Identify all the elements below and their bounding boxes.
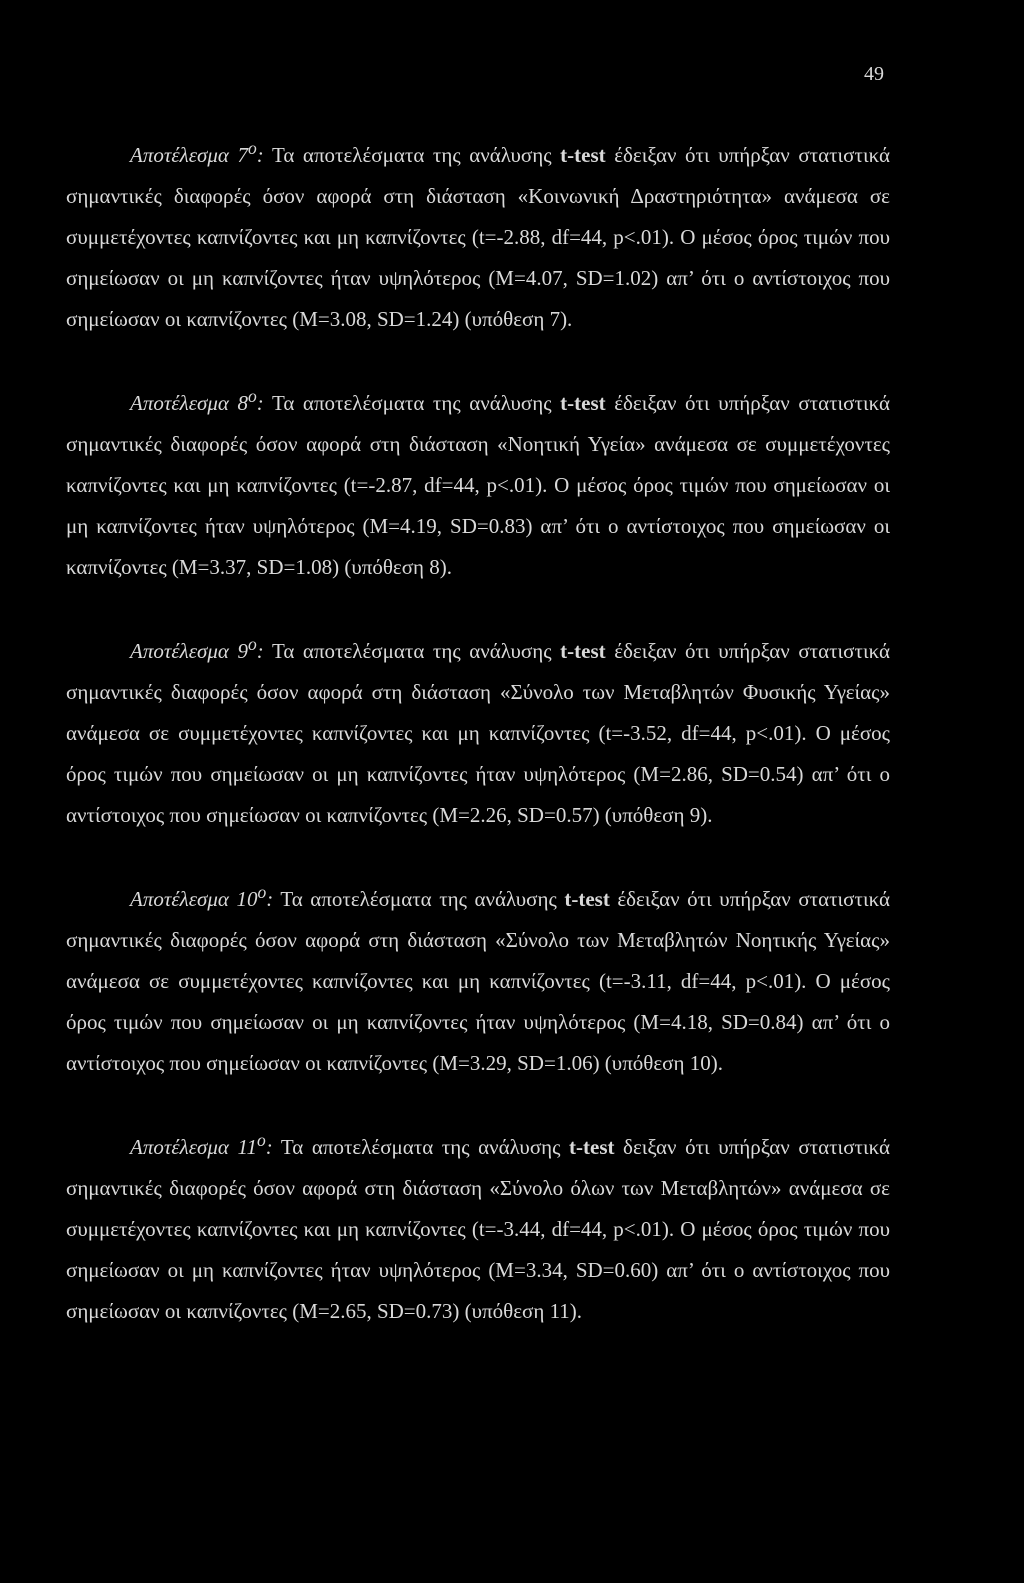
- document-body: [66, 128, 890, 1368]
- result-paragraph-9: Αποτέλεσμα $9^o$: Τα αποτελέσματα της ανάλυσης t-test έδειξαν ότι υπήρξαν στατιστικά σημαντικές διαφορές όσον αφορά στη διάσταση «Σύνολο των Μεταβλητών Φυσικής Υγείας» ανάμεσα σε συμμετέχοντες καπνίζοντες και μη καπνίζοντες (t=-3.52, df=44, p<.01). Ο μέσος όρος τιμών που σημείωσαν οι μη καπνίζοντες ήταν υψηλότερος (M=2.86, SD=0.54) απ’ ότι ο αντίστοιχος που σημείωσαν οι καπνίζοντες (M=2.26, SD=0.57) (υπόθεση 9).: [66, 634, 890, 827]
- test-name: t-test: [560, 143, 606, 167]
- result-paragraph-8: Αποτέλεσμα $8^o$: Τα αποτελέσματα της ανάλυσης t-test έδειξαν ότι υπήρξαν στατιστικά σημαντικές διαφορές όσον αφορά στη διάσταση «Νοητική Υγεία» ανάμεσα σε συμμετέχοντες καπνίζοντες και μη καπνίζοντες (t=-2.87, df=44, p<.01). Ο μέσος όρος τιμών που σημείωσαν οι μη καπνίζοντες ήταν υψηλότερος (M=4.19, SD=0.83) απ’ ότι ο αντίστοιχος που σημείωσαν οι καπνίζοντες (M=3.37, SD=1.08) (υπόθεση 8).: [66, 386, 890, 579]
- page-number: 49: [864, 63, 884, 85]
- result-label-11: Αποτέλεσμα $11^o$:: [130, 1130, 273, 1159]
- result-label-7: Αποτέλεσμα $7^o$:: [130, 138, 264, 167]
- result-label-9: Αποτέλεσμα $9^o$:: [130, 634, 264, 663]
- test-name: t-test: [564, 887, 610, 911]
- result-paragraph-11: Αποτέλεσμα $11^o$: Τα αποτελέσματα της ανάλυσης t-test δειξαν ότι υπήρξαν στατιστικά σημαντικές διαφορές όσον αφορά στη διάσταση «Σύνολο όλων των Μεταβλητών» ανάμεσα σε συμμετέχοντες καπνίζοντες και μη καπνίζοντες (t=-3.44, df=44, p<.01). Ο μέσος όρος τιμών που σημείωσαν οι μη καπνίζοντες ήταν υψηλότερος (M=3.34, SD=0.60) απ’ ότι ο αντίστοιχος που σημείωσαν οι καπνίζοντες (M=2.65, SD=0.73) (υπόθεση 11).: [66, 1130, 891, 1323]
- result-paragraph-10: Αποτέλεσμα $10^o$: Τα αποτελέσματα της ανάλυσης t-test έδειξαν ότι υπήρξαν στατιστικά σημαντικές διαφορές όσον αφορά στη διάσταση «Σύνολο των Μεταβλητών Νοητικής Υγείας» ανάμεσα σε συμμετέχοντες καπνίζοντες και μη καπνίζοντες (t=-3.11, df=44, p<.01). Ο μέσος όρος τιμών που σημείωσαν οι μη καπνίζοντες ήταν υψηλότερος (M=4.18, SD=0.84) απ’ ότι ο αντίστοιχος που σημείωσαν οι καπνίζοντες (M=3.29, SD=1.06) (υπόθεση 10).: [66, 882, 890, 1075]
- test-name: t-test: [560, 639, 606, 663]
- test-name: t-test: [560, 391, 606, 415]
- result-label-10: Αποτέλεσμα $10^o$:: [130, 882, 274, 911]
- result-paragraph-7: Αποτέλεσμα $7^o$: Τα αποτελέσματα της ανάλυσης t-test έδειξαν ότι υπήρξαν στατιστικά σημαντικές διαφορές όσον αφορά στη διάσταση «Κοινωνική Δραστηριότητα» ανάμεσα σε συμμετέχοντες καπνίζοντες και μη καπνίζοντες (t=-2.88, df=44, p<.01). Ο μέσος όρος τιμών που σημείωσαν οι μη καπνίζοντες ήταν υψηλότερος (M=4.07, SD=1.02) απ’ ότι ο αντίστοιχος που σημείωσαν οι καπνίζοντες (M=3.08, SD=1.24) (υπόθεση 7).: [66, 138, 890, 331]
- result-label-8: Αποτέλεσμα $8^o$:: [130, 386, 264, 415]
- test-name: t-test: [569, 1135, 615, 1159]
